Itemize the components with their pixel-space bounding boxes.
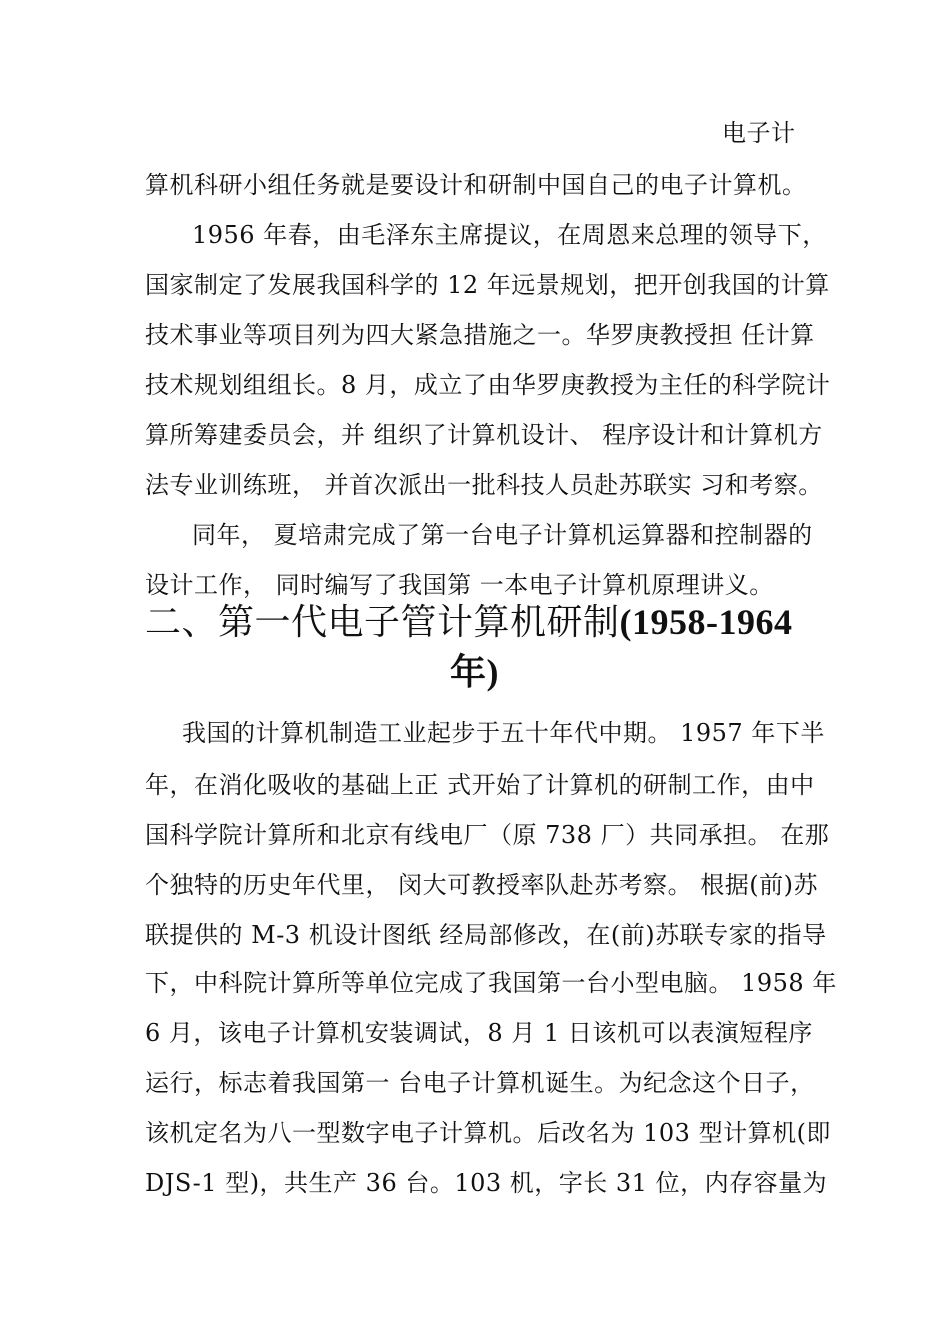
section-heading-suffix: 年)	[450, 652, 499, 692]
text-line: 下，中科院计算所等单位完成了我国第一台小型电脑。 1958 年	[145, 969, 837, 997]
text-line: 电子计	[722, 119, 796, 147]
text-line: 法专业训练班， 并首次派出一批科技人员赴苏联实 习和考察。	[145, 471, 823, 499]
section-heading-years: (1958-1964	[619, 602, 793, 642]
text-line: 算机科研小组任务就是要设计和研制中国自己的电子计算机。	[145, 171, 807, 199]
text-line: 该机定名为八一型数字电子计算机。后改名为 103 型计算机(即	[145, 1119, 831, 1147]
text-line: 联提供的 M-3 机设计图纸 经局部修改，在(前)苏联专家的指导	[145, 921, 827, 949]
text-line: 算所筹建委员会，并 组织了计算机设计、 程序设计和计算机方	[145, 421, 823, 449]
text-line: 国科学院计算所和北京有线电厂（原 738 厂）共同承担。 在那	[145, 821, 830, 849]
section-heading-continuation	[450, 650, 570, 695]
text-line: 年，在消化吸收的基础上正 式开始了计算机的研制工作，由中	[145, 771, 815, 799]
text-line: 技术事业等项目列为四大紧急措施之一。华罗庚教授担 任计算	[145, 321, 815, 349]
text-line: 国家制定了发展我国科学的 12 年远景规划，把开创我国的计算	[145, 271, 830, 299]
section-heading-title: 二、第一代电子管计算机研制	[145, 602, 620, 643]
text-line: DJS-1 型)，共生产 36 台。103 机，字长 31 位，内存容量为	[145, 1169, 828, 1197]
text-line: 1956 年春，由毛泽东主席提议，在周恩来总理的领导下，	[192, 221, 827, 249]
text-line: 6 月，该电子计算机安装调试，8 月 1 日该机可以表演短程序	[145, 1019, 813, 1047]
text-line: 设计工作， 同时编写了我国第 一本电子计算机原理讲义。	[145, 571, 774, 599]
text-line: 技术规划组组长。8 月，成立了由华罗庚教授为主任的科学院计	[145, 371, 831, 399]
text-line: 个独特的历史年代里， 闵大可教授率队赴苏考察。 根据(前)苏	[145, 871, 818, 899]
text-line: 我国的计算机制造工业起步于五十年代中期。 1957 年下半	[182, 719, 825, 747]
section-heading	[145, 600, 810, 645]
text-line: 运行，标志着我国第一 台电子计算机诞生。为纪念这个日子，	[145, 1069, 815, 1097]
text-line: 同年， 夏培肃完成了第一台电子计算机运算器和控制器的	[192, 521, 813, 549]
